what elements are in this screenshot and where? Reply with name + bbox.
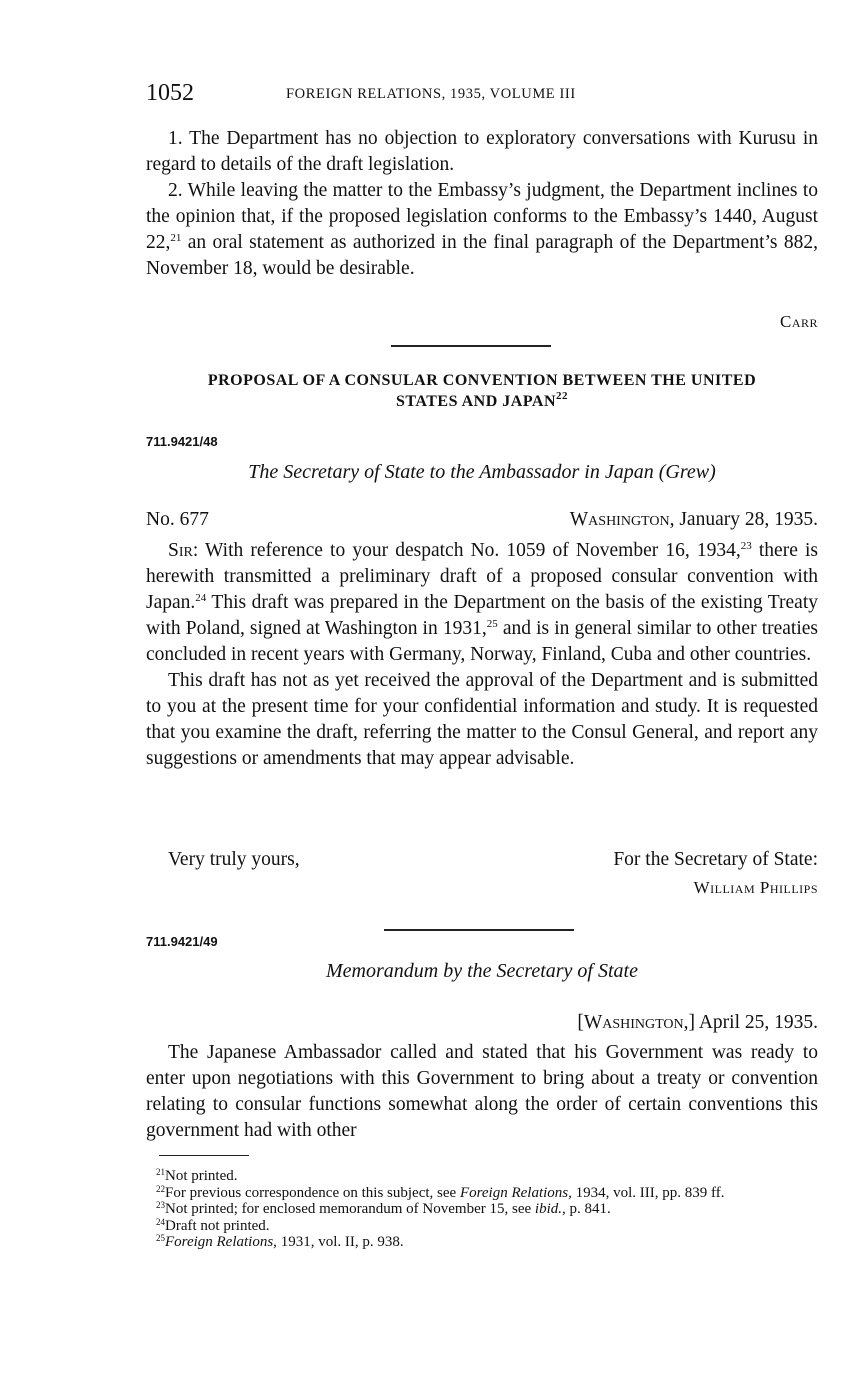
footnote-ref: 21 <box>170 232 182 244</box>
footnote-21: $^{21}$Not printed. <box>156 1167 238 1184</box>
running-title: FOREIGN RELATIONS, 1935, VOLUME III <box>286 86 576 102</box>
footnote-25: $^{25}$Foreign Relations, 1931, vol. II, p. 938. <box>156 1233 404 1250</box>
letter-body <box>146 538 818 772</box>
letter-paragraph-1: Sir: With reference to your despatch No. 1059 of November 16, 1934,23 there is herewith transmitted a preliminary draft of a proposed consular convention with Japan.$^{24}$ This draft was prepared in the Department on the basis of the existing Treaty with Poland, signed at Washington in 1931,25 and is in general similar to other treaties concluded in recent years with Germany, Norway, Finland, Cuba and other countries. <box>146 540 818 665</box>
closing-left: Very truly yours, <box>168 849 300 870</box>
footnote-ref: 23 <box>740 540 752 552</box>
file-number: 711.9421/48 <box>146 434 218 449</box>
memorandum-body <box>146 1040 818 1144</box>
file-number: 711.9421/49 <box>146 934 218 949</box>
footnote-22: $^{22}$For previous correspondence on this subject, see Foreign Relations, 1934, vol. III, pp. 839 ff. <box>156 1183 725 1201</box>
footnote-ref: 25 <box>486 618 498 630</box>
closing-line <box>146 849 818 875</box>
document-title: The Secretary of State to the Ambassador in Japan (Grew) <box>248 461 716 483</box>
footnote-24: $^{24}$Draft not printed. <box>156 1216 270 1234</box>
closing-right: For the Secretary of State: <box>613 849 818 870</box>
section-heading: PROPOSAL OF A CONSULAR CONVENTION BETWEEN THE UNITED STATES AND JAPAN$^{22}$ <box>207 372 757 410</box>
footnote-divider <box>159 1155 249 1156</box>
intro-paragraph-2: 2. While leaving the matter to the Embassy’s judgment, the Department inclines to the opinion that, if the proposed legislation conforms to the Embassy’s 1440, August 22,21 an oral statement as authorized in the final paragraph of the Department’s 882, November 18, would be desirable. <box>146 180 818 279</box>
letter-paragraph-2: This draft has not as yet received the approval of the Department and is submitted to you at the present time for your confidential information and study. It is requested that you examine the draft, referring the matter to the Consul General, and report any suggestions or amendments that may appear advisable. <box>146 670 818 769</box>
footnote-23: $^{23}$Not printed; for enclosed memorandum of November 15, see ibid., p. 841. <box>156 1200 611 1217</box>
intro-paragraph-1: 1. The Department has no objection to exploratory conversations with Kurusu in regard to details of the draft legislation. <box>146 128 818 175</box>
memorandum-paragraph-1: The Japanese Ambassador called and stated that his Government was ready to enter upon negotiations with this Government to bring about a treaty or convention relating to consular functions somewhat along the order of certain conventions this government had with other <box>146 1042 818 1141</box>
despatch-number: No. 677 <box>146 509 209 530</box>
dateline <box>146 509 818 535</box>
place-date: Washington, January 28, 1935. <box>569 509 818 530</box>
section-divider <box>384 929 574 931</box>
footnote-ref: 22 <box>556 390 569 402</box>
running-head <box>146 80 818 110</box>
signature-phillips: William Phillips <box>693 878 818 897</box>
signature-carr: Carr <box>779 312 818 331</box>
section-divider <box>391 345 551 347</box>
place-date: [Washington,] April 25, 1935. <box>577 1012 818 1033</box>
intro-text <box>146 126 818 282</box>
page-number: 1052 <box>146 80 194 106</box>
dateline <box>146 1012 818 1038</box>
footnotes <box>146 1168 818 1251</box>
footnote-ref: 24 <box>195 592 207 604</box>
document-title: Memorandum by the Secretary of State <box>326 960 638 982</box>
